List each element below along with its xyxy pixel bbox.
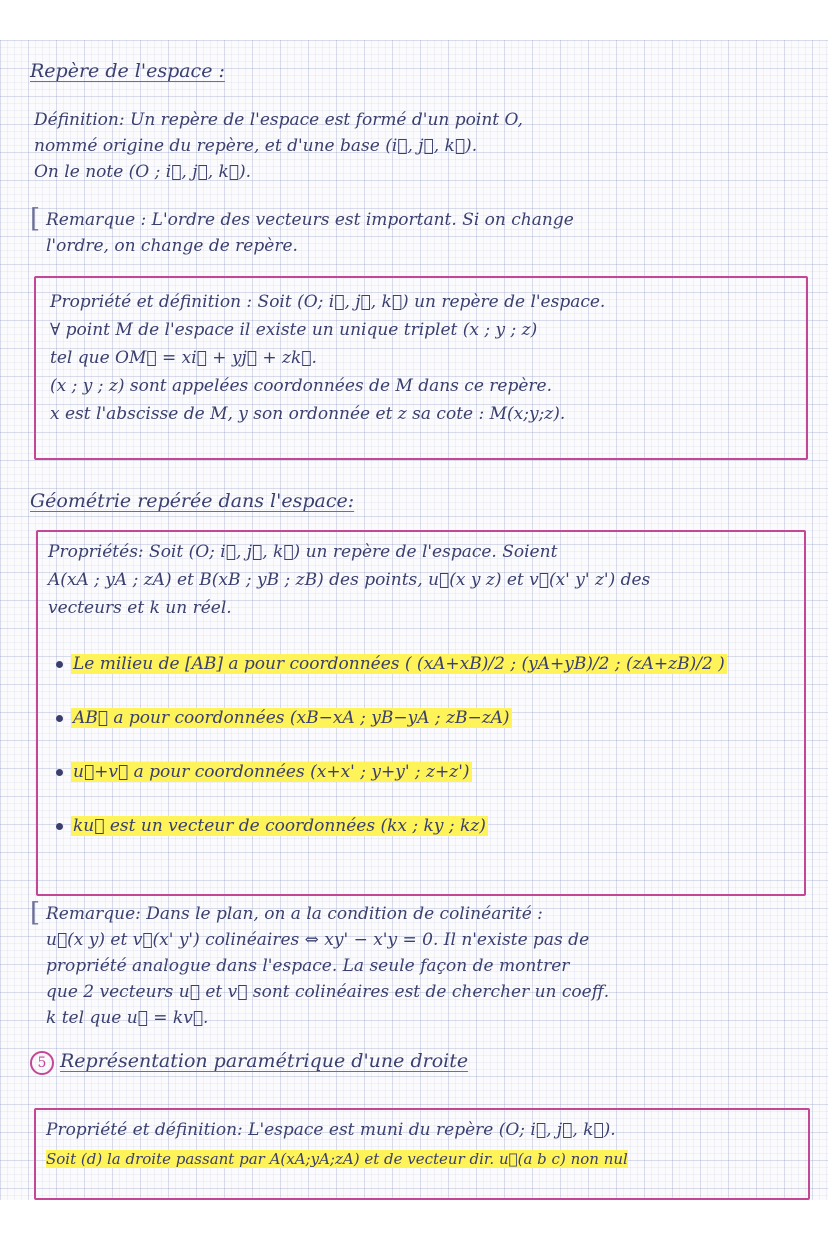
section-title-geometrie: Géométrie repérée dans l'espace: (30, 490, 355, 512)
property-box-parametric (34, 1108, 810, 1200)
property-box-geometry (36, 530, 806, 896)
box3-line-1: Propriété et définition: L'espace est muni du repère (O; i⃗, j⃗, k⃗). (46, 1120, 616, 1140)
bullet-icon (56, 769, 63, 776)
box2-line-2: A(xA ; yA ; zA) et B(xB ; yB ; zB) des points, u⃗(x y z) et v⃗(x' y' z') des (48, 570, 651, 590)
definition-line-1: Définition: Un repère de l'espace est formé d'un point O, (34, 110, 523, 130)
bullet-vector-ab-text: AB⃗ a pour coordonnées (xB−xA ; yB−yA ; zB−zA) (73, 708, 510, 728)
bullet-scalar-text: ku⃗ est un vecteur de coordonnées (kx ; ky ; kz) (73, 816, 486, 836)
box1-line-4: (x ; y ; z) sont appelées coordonnées de M dans ce repère. (50, 376, 553, 396)
remark-line-1: Remarque : L'ordre des vecteurs est important. Si on change (46, 210, 574, 230)
box2-line-1: Propriétés: Soit (O; i⃗, j⃗, k⃗) un repère de l'espace. Soient (48, 542, 558, 562)
bullet-vector-ab (56, 708, 512, 728)
bullet-sum (56, 762, 472, 782)
box1-line-1: Propriété et définition : Soit (O; i⃗, j⃗, k⃗) un repère de l'espace. (50, 292, 606, 312)
bullet-icon (56, 661, 63, 668)
bullet-icon (56, 823, 63, 830)
open-bracket-icon: [ (30, 204, 41, 234)
box1-line-3: tel que OM⃗ = xi⃗ + yj⃗ + zk⃗. (50, 348, 317, 368)
remark2-line-5: k tel que u⃗ = kv⃗. (46, 1008, 209, 1028)
bullet-icon (56, 715, 63, 722)
section-title-representation-text: Représentation paramétrique d'une droite (60, 1050, 469, 1072)
remark2-line-2: u⃗(x y) et v⃗(x' y') colinéaires ⇔ xy' − x'y = 0. Il n'existe pas de (46, 930, 590, 950)
bullet-midpoint-text: Le milieu de [AB] a pour coordonnées ( (xA+xB)/2 ; (yA+yB)/2 ; (zA+zB)/2 ) (73, 654, 725, 674)
bullet-sum-text: u⃗+v⃗ a pour coordonnées (x+x' ; y+y' ; z+z') (73, 762, 470, 782)
box1-line-2: ∀ point M de l'espace il existe un unique triplet (x ; y ; z) (50, 320, 538, 340)
box3-line-2: Soit (d) la droite passant par A(xA;yA;zA) et de vecteur dir. u⃗(a b c) non nul (46, 1150, 628, 1168)
bullet-scalar (56, 816, 488, 836)
section-title-representation (30, 1050, 468, 1075)
remark-line-2: l'ordre, on change de repère. (46, 236, 298, 256)
remark2-line-1: Remarque: Dans le plan, on a la condition de colinéarité : (46, 904, 543, 924)
section-number-badge: 5 (30, 1051, 54, 1075)
open-bracket-icon: [ (30, 898, 41, 928)
bullet-midpoint (56, 654, 727, 674)
remark2-line-4: que 2 vecteurs u⃗ et v⃗ sont colinéaires est de chercher un coeff. (46, 982, 610, 1002)
notebook-page (0, 40, 828, 1200)
definition-line-2: nommé origine du repère, et d'une base (i⃗, j⃗, k⃗). (34, 136, 478, 156)
box1-line-5: x est l'abscisse de M, y son ordonnée et z sa cote : M(x;y;z). (50, 404, 566, 424)
box2-line-3: vecteurs et k un réel. (48, 598, 232, 618)
property-box-coordinates (34, 276, 808, 460)
section-title-repere: Repère de l'espace : (30, 60, 225, 82)
remark2-line-3: propriété analogue dans l'espace. La seule façon de montrer (46, 956, 570, 976)
definition-line-3: On le note (O ; i⃗, j⃗, k⃗). (34, 162, 252, 182)
